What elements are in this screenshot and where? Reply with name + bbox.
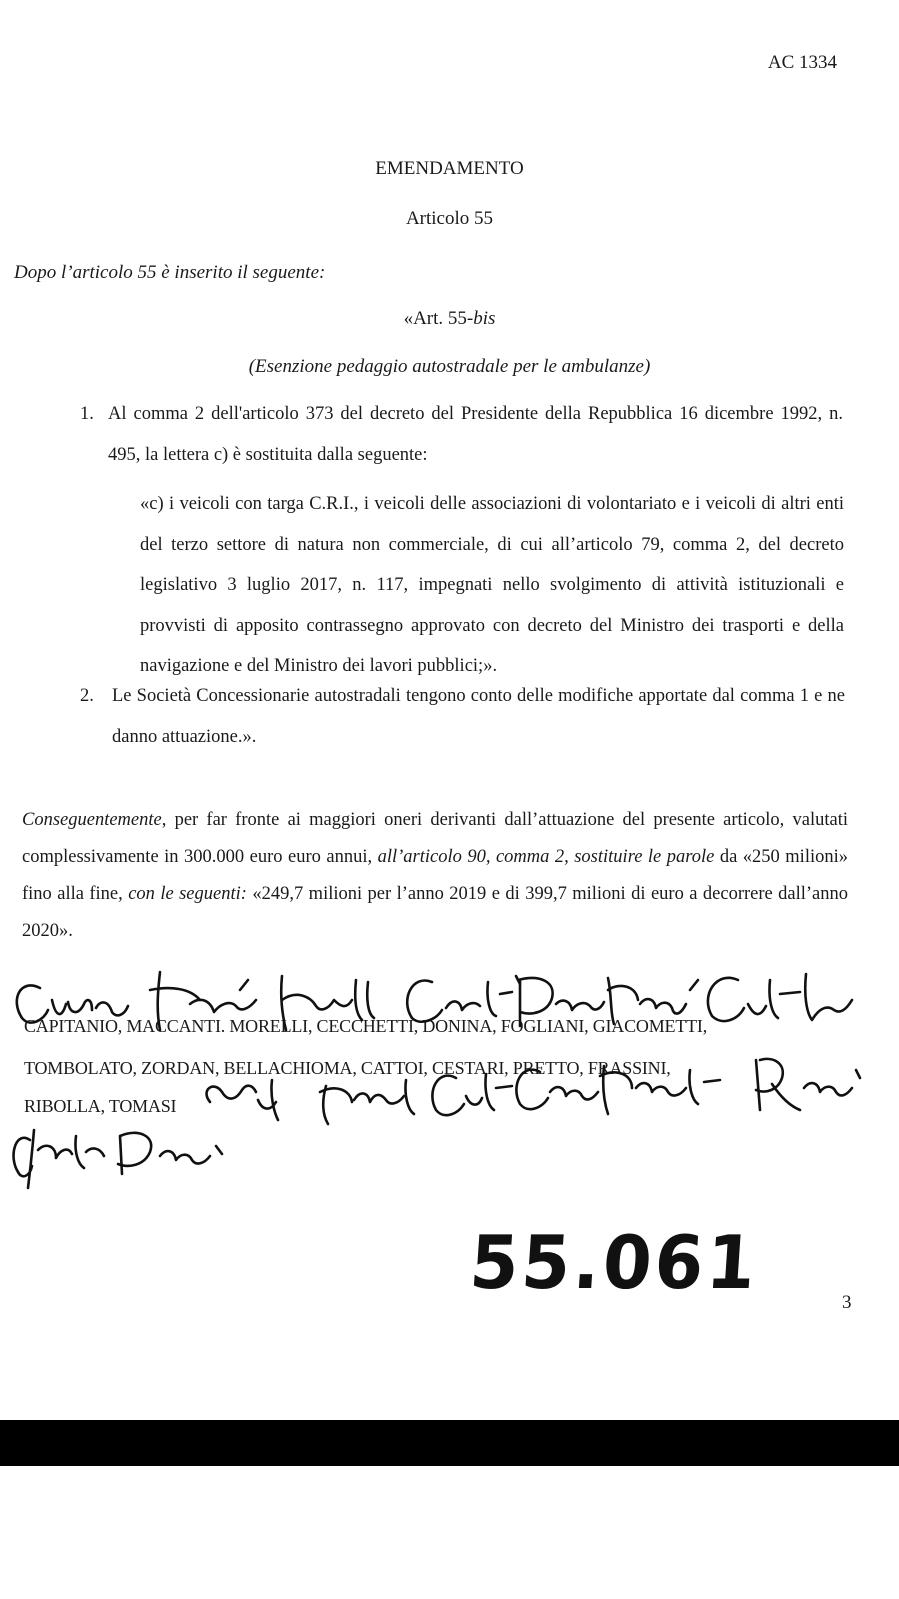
handwritten-signatures [0,960,899,1200]
article-rubric: (Esenzione pedaggio autostradale per le ambulanze) [248,356,651,377]
new-article-heading [0,308,899,330]
item-1-number: 1. [80,404,94,424]
consequential-paragraph [22,802,848,950]
art-bis-suffix: bis [473,308,496,329]
conseq-ital2: con le seguenti: [128,884,247,904]
item-2-text: Le Società Concessionarie autostradali tengono conto delle modifiche apportate dal comma 1 e ne danno attuazione.». [112,686,845,747]
intro-line: Dopo l’articolo 55 è inserito il seguente: [14,262,326,283]
conseq-part3: «249,7 milioni per l’anno 2019 e di 399,7 milioni di euro a decorrere dall’anno 2020». [22,884,849,941]
conseq-ital1: all’articolo 90, comma 2, sostituire le parole [377,847,715,867]
article-heading: Articolo 55 [405,208,494,229]
document-title: EMENDAMENTO [375,158,524,179]
item-1-text: Al comma 2 dell'articolo 373 del decreto del Presidente della Repubblica 16 dicembre 1992, n. 495, la lettera c) è sostituita dalla seguente: [108,404,843,465]
amendment-number: 55.061 [467,1219,761,1307]
item-2-number: 2. [80,686,94,706]
page-number: 3 [842,1292,852,1313]
black-bar [0,1420,899,1466]
document-reference: AC 1334 [767,52,837,73]
signatories-line-3: RIBOLLA, TOMASI [24,1096,177,1116]
conseq-part2: da «250 milioni» fino alla fine, [22,847,848,904]
replacement-letter-c: «c) i veicoli con targa C.R.I., i veicoli delle associazioni di volontariato e i veicoli di altri enti del terzo settore di natura non commerciale, di cui all’articolo 79, comma 2, del decreto legislativo 3 luglio 2017, n. 117, impegnati nello svolgimento di attività istituzionali e provvisti di apposito contrassegno approvato con decreto del Ministro dei trasporti e della navigazione e del Ministro dei lavori pubblici;». [140,494,844,676]
art-bis-prefix: «Art. 55- [403,308,474,329]
conseq-lead: Conseguentemente [22,810,162,830]
signatories-line-2: TOMBOLATO, ZORDAN, BELLACHIOMA, CATTOI, CESTARI, PRETTO, FRASSINI, [24,1058,671,1078]
conseq-part1: , per far fronte ai maggiori oneri derivanti dall’attuazione del presente articolo, valutati complessivamente in 300.000 euro euro annui, [22,810,848,867]
signatories-line-1: CAPITANIO, MACCANTI. MORELLI, CECCHETTI, DONINA, FOGLIANI, GIACOMETTI, [24,1016,707,1036]
